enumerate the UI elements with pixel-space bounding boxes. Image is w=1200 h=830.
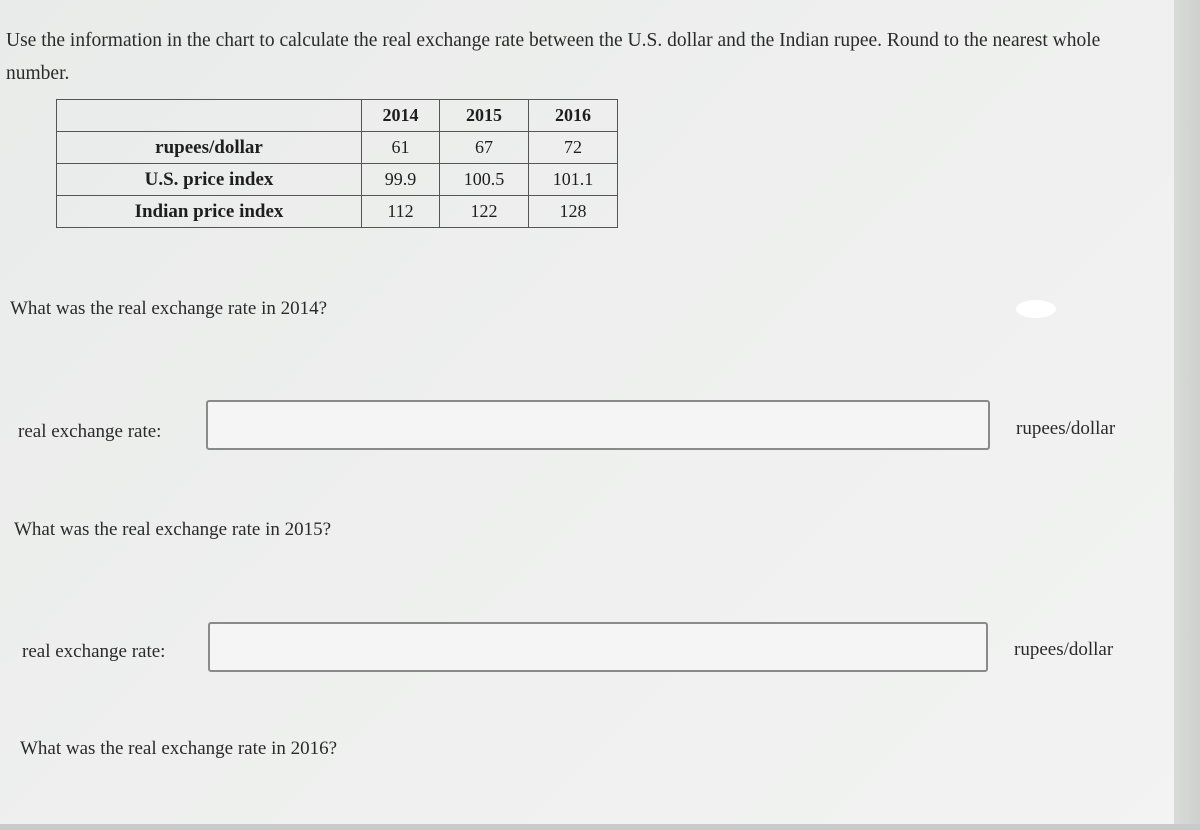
year-header: 2014 <box>362 100 440 132</box>
question-2016: What was the real exchange rate in 2016? <box>20 738 338 759</box>
answer-input-2015[interactable] <box>208 622 988 672</box>
table-cell: 99.9 <box>362 164 440 196</box>
unit-label-2014: rupees/dollar <box>1016 418 1116 439</box>
table-cell: 61 <box>362 132 440 164</box>
answer-label-2015: real exchange rate: <box>22 641 166 662</box>
table-corner-cell <box>57 100 362 132</box>
table-row <box>57 164 618 196</box>
table-cell: 122 <box>440 196 529 228</box>
data-table <box>56 99 618 228</box>
answer-label-2014: real exchange rate: <box>18 421 162 442</box>
glare-spot <box>1016 300 1056 318</box>
unit-label-2015: rupees/dollar <box>1014 639 1114 660</box>
screen-bottom-edge <box>0 824 1200 830</box>
table-row <box>57 196 618 228</box>
screen-edge <box>1174 0 1200 830</box>
row-label: U.S. price index <box>57 164 362 196</box>
problem-prompt: Use the information in the chart to calculate the real exchange rate between the U.S. dollar and the Indian rupee. Round to the nearest whole number. <box>6 30 1101 84</box>
question-2014: What was the real exchange rate in 2014? <box>10 298 328 319</box>
table-cell: 101.1 <box>529 164 618 196</box>
table-cell: 128 <box>529 196 618 228</box>
question-2015: What was the real exchange rate in 2015? <box>14 519 332 540</box>
row-label: Indian price index <box>57 196 362 228</box>
table-cell: 67 <box>440 132 529 164</box>
answer-input-2014[interactable] <box>206 400 990 450</box>
table-cell: 112 <box>362 196 440 228</box>
table-header-row <box>57 100 618 132</box>
row-label: rupees/dollar <box>57 132 362 164</box>
year-header: 2016 <box>529 100 618 132</box>
year-header: 2015 <box>440 100 529 132</box>
table-cell: 100.5 <box>440 164 529 196</box>
table-cell: 72 <box>529 132 618 164</box>
table-row <box>57 132 618 164</box>
